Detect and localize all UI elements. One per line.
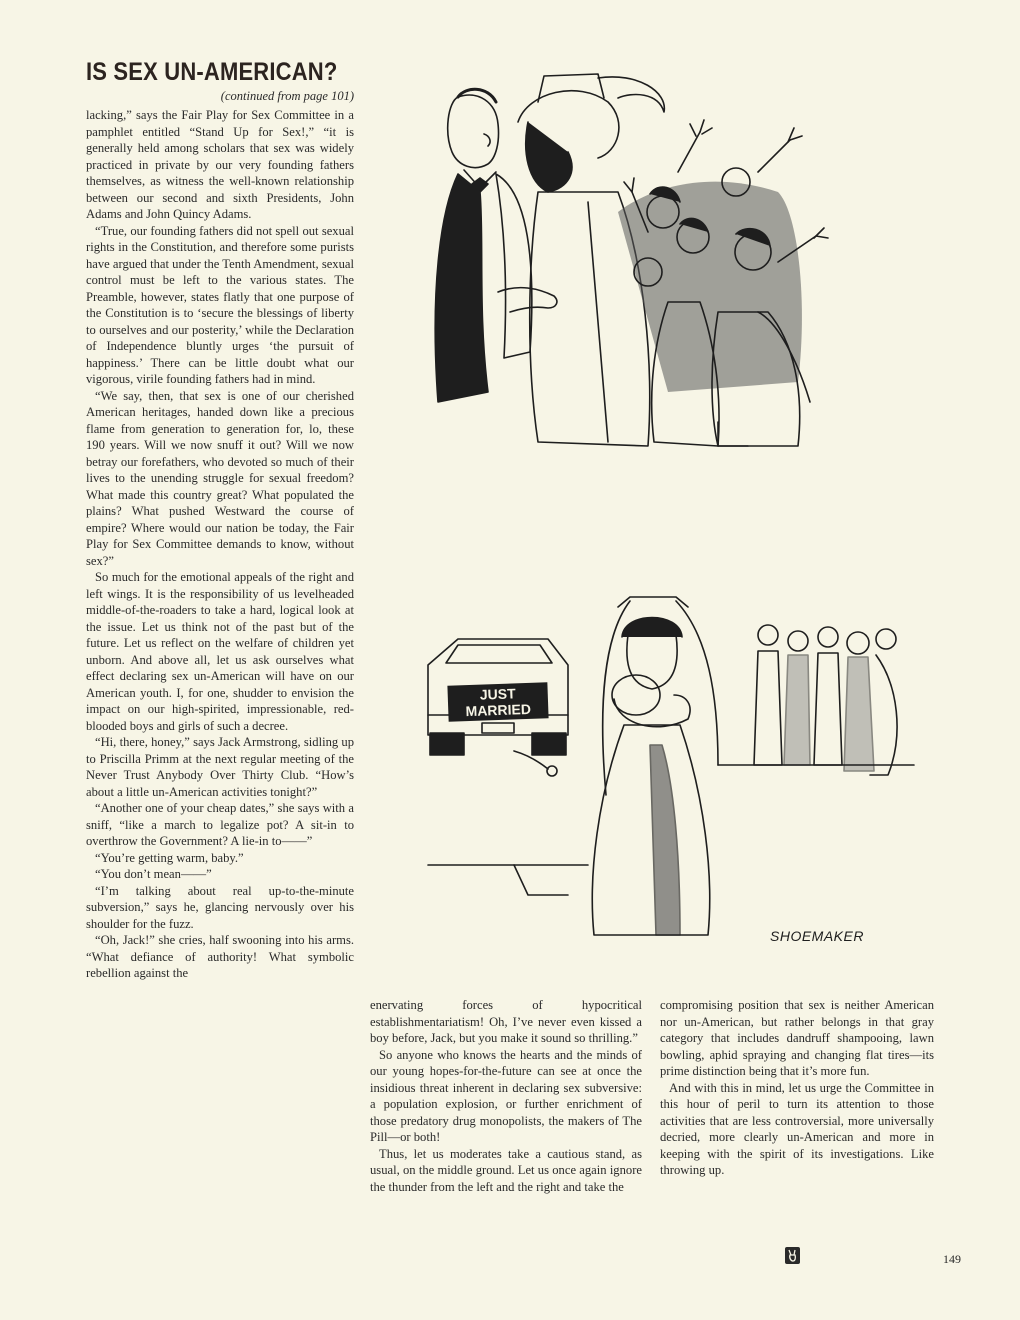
paragraph: “You’re getting warm, baby.” [95, 850, 244, 865]
text-column-2 [370, 997, 642, 1262]
page-number: 149 [943, 1252, 961, 1266]
paragraph: And with this in mind, let us urge the Committee in this hour of peril to turn its attention to those activities that are less controversial, more universally decried, more clearly un-American and more in keeping with the spirit of its investigations. Like throwing up. [660, 1080, 934, 1177]
paragraph: “Another one of your cheap dates,” she says with a sniff, “like a march to legalize pot? A sit-in to overthrow the Government? A lie-in to——” [86, 801, 354, 848]
article-title: IS SEX UN-AMERICAN? [86, 58, 338, 86]
just-married-sign [447, 682, 548, 721]
wedding-cartoon-illustration [418, 62, 838, 462]
paragraph: enervating forces of hypocritical establishmentariatism! Oh, I’ve never even kissed a boy before, Jack, but you make it sound so thrilling.” [370, 998, 642, 1045]
car-sign-text: JUST MARRIED [465, 685, 532, 720]
paragraph: “Hi, there, honey,” says Jack Armstrong, sidling up to Priscilla Primm at the next regular meeting of the Never Trust Anybody Over Thirty Club. “How’s about a little un-American activities tonight?” [86, 735, 354, 799]
rabbit-head-icon-glyph [785, 1247, 800, 1264]
paragraph: So much for the emotional appeals of the right and left wings. It is the responsibility of us levelheaded middle-of-the-roaders to take a hard, logical look at the issue. Let us think not of the past but of the future. Let us reflect on the welfare of children yet unborn. And above all, let us ask ourselves what effect declaring sex un-American will have on our American youth. I, for one, shudder to envision the impact on our high-spirited, impressionable, red-blooded boys and girls of such a decree. [86, 570, 354, 733]
artist-signature: SHOEMAKER [770, 928, 864, 944]
paragraph: Thus, let us moderates take a cautious stand, as usual, on the middle ground. Let us once again ignore the thunder from the left and the right and take the [370, 1146, 642, 1194]
paragraph: “Oh, Jack!” she cries, half swooning into his arms. “What defiance of authority! What symbolic rebellion against the [86, 933, 354, 980]
paragraph: lacking,” says the Fair Play for Sex Committee in a pamphlet entitled “Stand Up for Sex!,” “it is generally held among scholars that sex was widely practiced in private by our very founding fathers themselves, as witness the well-known relationship between our second and sixth Presidents, John Adams and John Quincy Adams. [86, 108, 354, 221]
just-married-cartoon-illustration [418, 595, 918, 950]
continued-note: (continued from page 101) [220, 89, 354, 103]
text-column-1 [86, 107, 354, 1267]
paragraph: “You don’t mean——” [95, 867, 212, 881]
paragraph: compromising position that sex is neither American nor un-American, but rather belongs in that gray category that includes dandruff shampooing, lawn bowling, aphid spraying and changing flat tires—its prime distinction being that it’s more fun. [660, 998, 934, 1078]
paragraph: So anyone who knows the hearts and the minds of our young hopes-for-the-future can see at once the insidious threat inherent in declaring sex subversive: a population explosion, or further enrichment of those predatory drug monopolists, the makers of The Pill—or both! [370, 1047, 642, 1144]
paragraph: “We say, then, that sex is one of our cherished American heritages, handed down like a precious flame from generation to generation for, lo, these 190 years. Will we now snuff it out? Will we now betray our forefathers, who devoted so much of their lives to the unending struggle for sexual freedom? What made this country great? What populated the plains? What pushed Westward the course of empire? Where would our nation be today, the Fair Play for Sex Committee demands to know, without sex?” [86, 388, 354, 568]
paragraph: “True, our founding fathers did not spell out sexual rights in the Constitution, and therefore some purists have argued that under the Tenth Amendment, sexual control must be left to the various states. The Preamble, however, states flatly that one purpose of the Constitution is to ‘secure the blessings of liberty to ourselves and our posterity,’ while the Declaration of Independence bluntly urges ‘the pursuit of happiness.’ There can be little doubt what our vigorous, virile founding fathers had in mind. [86, 223, 354, 386]
paragraph: “I’m talking about real up-to-the-minute subversion,” says he, glancing nervously over his shoulder for the fuzz. [86, 883, 354, 931]
text-column-3 [660, 997, 934, 1262]
rabbit-head-icon [785, 1247, 800, 1264]
